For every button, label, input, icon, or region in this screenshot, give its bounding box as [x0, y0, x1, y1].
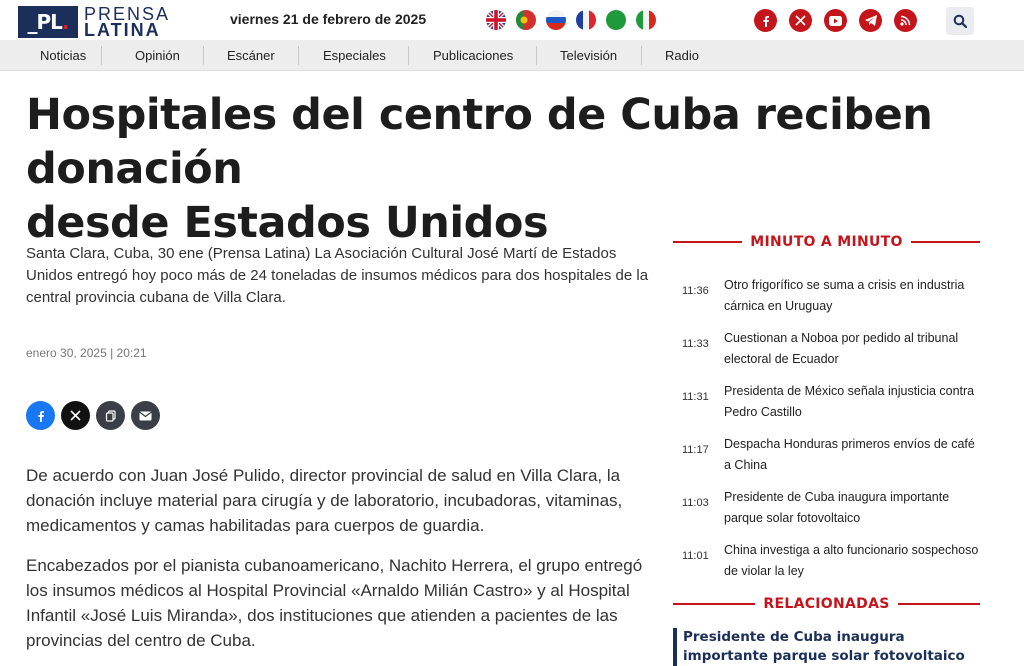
- email-share-button[interactable]: [131, 401, 160, 430]
- header-rule: [898, 603, 980, 605]
- section-title: MINUTO A MINUTO: [750, 234, 903, 250]
- section-title: RELACIONADAS: [763, 596, 890, 612]
- facebook-share-icon: [35, 410, 47, 422]
- nav-item-radio[interactable]: Radio: [665, 48, 699, 63]
- nav-item-television[interactable]: Televisión: [560, 48, 618, 63]
- search-icon: [953, 14, 967, 28]
- minuto-headline[interactable]: China investiga a alto funcionario sospechoso de violar la ley: [724, 543, 979, 578]
- facebook-icon[interactable]: [754, 9, 777, 32]
- language-selector: [486, 10, 656, 30]
- header-rule: [673, 241, 742, 243]
- minuto-a-minuto-header: [673, 232, 980, 252]
- russia-flag-icon[interactable]: [546, 10, 566, 30]
- email-share-icon: [139, 411, 152, 421]
- copy-link-button[interactable]: [96, 401, 125, 430]
- rss-icon[interactable]: [894, 9, 917, 32]
- nav-item-publicaciones[interactable]: Publicaciones: [433, 48, 514, 63]
- minuto-headline[interactable]: Presidenta de México señala injusticia contra Pedro Castillo: [724, 384, 975, 419]
- x-share-button[interactable]: [61, 401, 90, 430]
- top-header: [0, 0, 1024, 40]
- main-nav: [0, 40, 1024, 71]
- header-rule: [911, 241, 980, 243]
- uk-flag-icon[interactable]: [486, 10, 506, 30]
- nav-item-especiales[interactable]: Especiales: [323, 48, 386, 63]
- minuto-headline[interactable]: Presidente de Cuba inaugura importante parque solar fotovoltaico: [724, 490, 950, 525]
- article-headline: Hospitales del centro de Cuba reciben donación desde Estados Unidos: [26, 90, 933, 248]
- current-date: viernes 21 de febrero de 2025: [230, 11, 427, 27]
- nav-divider: [101, 46, 102, 65]
- x-share-icon: [70, 410, 81, 421]
- logo-wordmark: [84, 6, 170, 38]
- search-button[interactable]: [946, 7, 974, 35]
- facebook-share-button[interactable]: [26, 401, 55, 430]
- minuto-time: 11:03: [682, 497, 709, 509]
- france-flag-icon[interactable]: [576, 10, 596, 30]
- nav-divider: [641, 46, 642, 65]
- article-date: enero 30, 2025 | 20:21: [26, 346, 147, 360]
- relacionadas-header: [673, 594, 980, 614]
- nav-divider: [298, 46, 299, 65]
- nav-divider: [203, 46, 204, 65]
- article-paragraph: De acuerdo con Juan José Pulido, director provincial de salud en Villa Clara, la donación incluye material para cirugía y de laboratorio, incubadoras, vitaminas, medicamentos y camas habilitadas para cuerpos de guardia.: [26, 466, 623, 535]
- minuto-time: 11:31: [682, 391, 709, 403]
- minuto-headline[interactable]: Otro frigorífico se suma a crisis en industria cárnica en Uruguay: [724, 278, 965, 313]
- logo-line-2: LATINA: [84, 20, 161, 40]
- minuto-time: 11:33: [682, 338, 709, 350]
- nav-item-noticias[interactable]: Noticias: [40, 48, 87, 63]
- nav-divider: [536, 46, 537, 65]
- social-links: [754, 9, 917, 32]
- minuto-time: 11:36: [682, 285, 709, 297]
- logo-line-1: PRENSA: [84, 4, 171, 24]
- telegram-icon[interactable]: [859, 9, 882, 32]
- minuto-time: 11:01: [682, 550, 709, 562]
- header-rule: [673, 603, 755, 605]
- nav-item-escaner[interactable]: Escáner: [227, 48, 275, 63]
- nav-item-opinion[interactable]: Opinión: [135, 48, 180, 63]
- share-buttons: [26, 401, 160, 430]
- article-lead: Santa Clara, Cuba, 30 ene (Prensa Latina) La Asociación Cultural José Martí de Estados Unidos entregó hoy poco más de 24 toneladas de insumos médicos para dos hospitales de la central provincia cubana de Villa Clara.: [26, 245, 649, 306]
- logo-mark: _PL .: [18, 6, 78, 38]
- article-paragraph: Encabezados por el pianista cubanoamericano, Nachito Herrera, el grupo entregó los insumos médicos al Hospital Provincial «Arnaldo Milián Castro» y al Hospital Infantil «José Luis Miranda», dos instituciones que atienden a pacientes de las provincias del centro de Cuba.: [26, 556, 643, 650]
- nav-divider: [408, 46, 409, 65]
- prensa-latina-logo[interactable]: [18, 4, 170, 40]
- copy-link-icon: [105, 410, 117, 422]
- minuto-time: 11:17: [682, 444, 709, 456]
- x-icon[interactable]: [789, 9, 812, 32]
- minuto-headline[interactable]: Cuestionan a Noboa por pedido al tribunal electoral de Ecuador: [724, 331, 959, 366]
- related-article-card[interactable]: [673, 628, 983, 666]
- minuto-headline[interactable]: Despacha Honduras primeros envíos de café a China: [724, 437, 975, 472]
- portugal-flag-icon[interactable]: [516, 10, 536, 30]
- italy-flag-icon[interactable]: [636, 10, 656, 30]
- youtube-icon[interactable]: [824, 9, 847, 32]
- related-article-title[interactable]: Presidente de Cuba inaugura importante parque solar fotovoltaico: [683, 629, 965, 664]
- turkmenistan-flag-icon[interactable]: [606, 10, 626, 30]
